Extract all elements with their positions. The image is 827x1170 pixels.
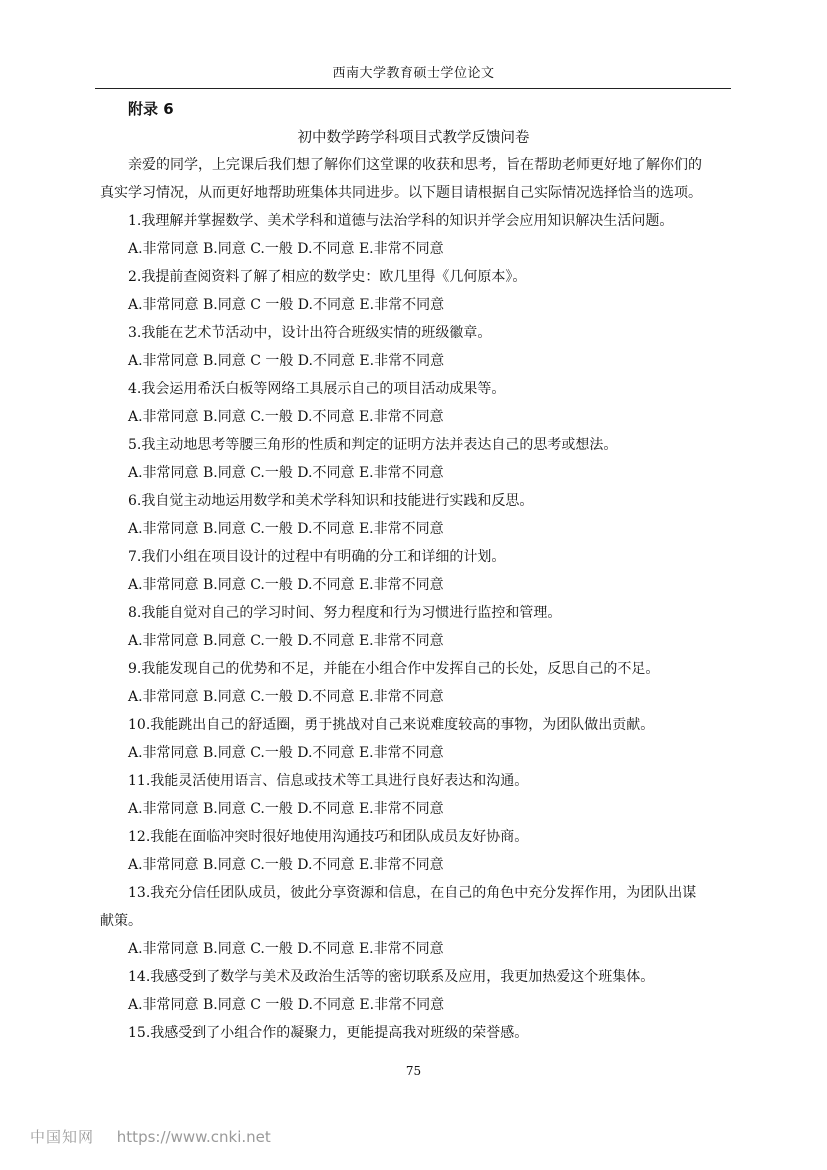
survey-body: [100, 151, 733, 1047]
question-text: 8.我能自觉对自己的学习时间、努力程度和行为习惯进行监控和管理。: [128, 605, 562, 621]
question-options: A.非常同意 B.同意 C.一般 D.不同意 E.非常不同意: [128, 409, 444, 425]
question-text: 4.我会运用希沃白板等网络工具展示自己的项目活动成果等。: [128, 381, 506, 397]
question-15-text: 15.我感受到了小组合作的凝聚力，更能提高我对班级的荣誉感。: [128, 1025, 529, 1041]
question-14-text: 14.我感受到了数学与美术及政治生活等的密切联系及应用，我更加热爱这个班集体。: [128, 969, 655, 985]
question-options: A.非常同意 B.同意 C.一般 D.不同意 E.非常不同意: [128, 745, 444, 761]
question-options: A.非常同意 B.同意 C 一般 D.不同意 E.非常不同意: [128, 353, 445, 369]
question-options: A.非常同意 B.同意 C.一般 D.不同意 E.非常不同意: [128, 857, 444, 873]
intro-line-2: 真实学习情况，从而更好地帮助班集体共同进步。以下题目请根据自己实际情况选择恰当的选项。: [100, 185, 702, 201]
question-options: A.非常同意 B.同意 C.一般 D.不同意 E.非常不同意: [128, 577, 444, 593]
question-14-options: A.非常同意 B.同意 C 一般 D.不同意 E.非常不同意: [128, 997, 445, 1013]
header-divider: [95, 88, 731, 89]
question-13-options: A.非常同意 B.同意 C.一般 D.不同意 E.非常不同意: [128, 941, 444, 957]
question-options: A.非常同意 B.同意 C.一般 D.不同意 E.非常不同意: [128, 241, 444, 257]
question-options: A.非常同意 B.同意 C.一般 D.不同意 E.非常不同意: [128, 801, 444, 817]
question-text: 2.我提前查阅资料了解了相应的数学史：欧几里得《几何原本》。: [128, 269, 527, 285]
question-text: 3.我能在艺术节活动中，设计出符合班级实情的班级徽章。: [128, 325, 492, 341]
survey-title: 初中数学跨学科项目式教学反馈问卷: [297, 130, 530, 146]
cnki-watermark: [30, 1126, 271, 1147]
questions-list: [128, 207, 733, 879]
watermark-brand: 中国知网: [30, 1128, 95, 1146]
appendix-label: 附录 6: [128, 100, 174, 118]
question-text: 11.我能灵活使用语言、信息或技术等工具进行良好表达和沟通。: [128, 773, 529, 789]
question-options: A.非常同意 B.同意 C.一般 D.不同意 E.非常不同意: [128, 689, 444, 705]
question-text: 5.我主动地思考等腰三角形的性质和判定的证明方法并表达自己的思考或想法。: [128, 437, 618, 453]
question-options: A.非常同意 B.同意 C.一般 D.不同意 E.非常不同意: [128, 521, 444, 537]
question-options: A.非常同意 B.同意 C.一般 D.不同意 E.非常不同意: [128, 465, 444, 481]
intro-line-1: 亲爱的同学，上完课后我们想了解你们这堂课的收获和思考，旨在帮助老师更好地了解你们的: [128, 157, 702, 173]
question-13-line-1: 13.我充分信任团队成员，彼此分享资源和信息，在自己的角色中充分发挥作用，为团队出谋: [128, 885, 697, 901]
question-text: 7.我们小组在项目设计的过程中有明确的分工和详细的计划。: [128, 549, 506, 565]
question-13-line-2: 献策。: [100, 913, 142, 929]
question-text: 12.我能在面临冲突时很好地使用沟通技巧和团队成员友好协商。: [128, 829, 529, 845]
question-options: A.非常同意 B.同意 C 一般 D.不同意 E.非常不同意: [128, 297, 445, 313]
watermark-url: https://www.cnki.net: [116, 1128, 271, 1146]
question-text: 10.我能跳出自己的舒适圈，勇于挑战对自己来说难度较高的事物，为团队做出贡献。: [128, 717, 655, 733]
running-header: 西南大学教育硕士学位论文: [332, 66, 495, 81]
question-text: 6.我自觉主动地运用数学和美术学科知识和技能进行实践和反思。: [128, 493, 534, 509]
question-text: 1.我理解并掌握数学、美术学科和道德与法治学科的知识并学会应用知识解决生活问题。: [128, 213, 674, 229]
page-number: 75: [405, 1064, 422, 1078]
question-text: 9.我能发现自己的优势和不足，并能在小组合作中发挥自己的长处，反思自己的不足。: [128, 661, 660, 677]
question-options: A.非常同意 B.同意 C.一般 D.不同意 E.非常不同意: [128, 633, 444, 649]
